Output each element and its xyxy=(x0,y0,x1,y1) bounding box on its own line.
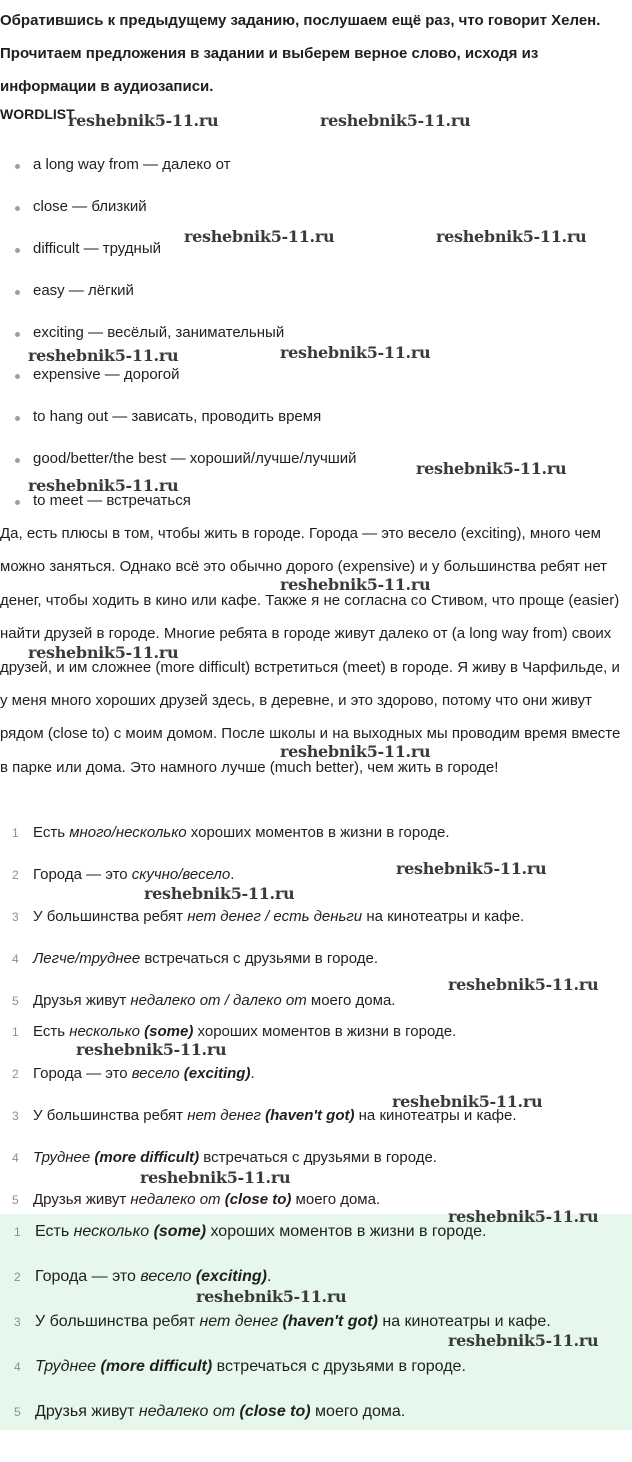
item-choice: Труднее xyxy=(35,1358,101,1375)
item-text: Есть xyxy=(33,824,70,841)
item-english: (close to) xyxy=(239,1403,311,1420)
item-english: (more difficult) xyxy=(94,1149,200,1166)
item-text: Друзья живут xyxy=(33,992,131,1009)
item-text: моего дома. xyxy=(291,1191,381,1208)
item-number: 1 xyxy=(14,1225,21,1239)
item-number: 1 xyxy=(12,826,19,840)
item-text: встречаться с друзьями в городе. xyxy=(199,1149,437,1166)
item-choice: нет денег xyxy=(199,1313,283,1330)
task-list xyxy=(0,820,620,1030)
item-number: 3 xyxy=(14,1315,21,1329)
item-text: Друзья живут xyxy=(33,1191,131,1208)
item-english: (close to) xyxy=(224,1191,292,1208)
item-text: на кинотеатры и кафе. xyxy=(362,908,525,925)
item-text: на кинотеатры и кафе. xyxy=(354,1107,517,1124)
wordlist-item: easy — лёгкий xyxy=(0,271,620,313)
watermark: reshebnik5-11.ru xyxy=(144,884,295,903)
item-choice: Труднее xyxy=(33,1149,95,1166)
item-number: 2 xyxy=(12,1067,19,1081)
item-choice: несколько xyxy=(73,1223,154,1240)
watermark: reshebnik5-11.ru xyxy=(28,643,179,662)
item-choice: весело xyxy=(131,1065,184,1082)
item-text: Города — это xyxy=(33,866,132,883)
watermark: reshebnik5-11.ru xyxy=(76,1040,227,1059)
watermark: reshebnik5-11.ru xyxy=(28,346,179,365)
item-number: 4 xyxy=(12,1151,19,1165)
intro-text: Обратившись к предыдущему заданию, послушаем ещё раз, что говорит Хелен. Прочитаем предложения в задании и выберем верное слово, исходя из информации в аудиозаписи. xyxy=(0,12,601,95)
answer-item xyxy=(0,1398,620,1443)
watermark: reshebnik5-11.ru xyxy=(280,742,431,761)
item-text: . xyxy=(266,1268,272,1285)
item-text: Друзья живут xyxy=(35,1403,139,1420)
wordlist-item: close — близкий xyxy=(0,187,620,229)
watermark: reshebnik5-11.ru xyxy=(448,1207,599,1226)
item-text: хороших моментов в жизни в городе. xyxy=(186,824,450,841)
item-choice: нет денег / есть деньги xyxy=(187,908,363,925)
watermark: reshebnik5-11.ru xyxy=(184,227,335,246)
item-text: Города — это xyxy=(35,1268,141,1285)
task-item xyxy=(0,820,620,862)
wordlist-item: to meet — встречаться xyxy=(0,481,620,523)
item-choice: недалеко от xyxy=(138,1403,240,1420)
item-text: Есть xyxy=(35,1223,74,1240)
item-english: (more difficult) xyxy=(100,1358,213,1375)
item-text: У большинства ребят xyxy=(33,908,188,925)
watermark: reshebnik5-11.ru xyxy=(280,575,431,594)
item-text: на кинотеатры и кафе. xyxy=(377,1313,551,1330)
item-english: (exciting) xyxy=(183,1065,251,1082)
watermark: reshebnik5-11.ru xyxy=(416,459,567,478)
item-choice: несколько xyxy=(69,1023,145,1040)
transcript-text: Да, есть плюсы в том, чтобы жить в городе. Города — это весело (exciting), много чем можно заняться. Однако всё это обычно дорого (expensive) и у большинства ребят нет денег, чтобы ходить в кино или кафе. Также я не согласна со Стивом, что проще (easier) найти друзей в городе. Многие ребята в городе живут далеко от (a long way from) своих друзей, и им сложнее (more difficult) встретиться (meet) в городе. Я живу в Чарфильде, и у меня много хороших друзей здесь, в деревне, и это здорово, потому что они живут рядом (close to) с моим домом. После школы и на выходных мы проводим время вместе в парке или дома. Это намного лучше (much better), чем жить в городе! xyxy=(0,525,621,776)
wordlist-item: to hang out — зависать, проводить время xyxy=(0,397,620,439)
wordlist-item: difficult — трудный xyxy=(0,229,620,271)
item-choice: много/несколько xyxy=(69,824,187,841)
item-text: хороших моментов в жизни в городе. xyxy=(206,1223,487,1240)
item-number: 1 xyxy=(12,1025,19,1039)
item-number: 5 xyxy=(12,1193,19,1207)
item-number: 5 xyxy=(14,1405,21,1419)
item-number: 3 xyxy=(12,910,19,924)
wordlist-item: good/better/the best — хороший/лучше/лучший xyxy=(0,439,620,481)
item-number: 4 xyxy=(12,952,19,966)
item-choice: скучно/весело xyxy=(131,866,231,883)
watermark: reshebnik5-11.ru xyxy=(280,343,431,362)
answer-item xyxy=(0,1145,620,1187)
item-english: (haven't got) xyxy=(282,1313,378,1330)
watermark: reshebnik5-11.ru xyxy=(392,1092,543,1111)
item-number: 2 xyxy=(14,1270,21,1284)
item-text: встречаться с друзьями в городе. xyxy=(212,1358,466,1375)
wordlist-item: a long way from — далеко от xyxy=(0,145,620,187)
watermark: reshebnik5-11.ru xyxy=(436,227,587,246)
item-choice: недалеко от xyxy=(130,1191,225,1208)
item-choice: весело xyxy=(140,1268,196,1285)
watermark: reshebnik5-11.ru xyxy=(448,1331,599,1350)
item-text: моего дома. xyxy=(306,992,396,1009)
item-text: Города — это xyxy=(33,1065,132,1082)
item-english: (haven't got) xyxy=(265,1107,355,1124)
item-choice: недалеко от / далеко от xyxy=(130,992,307,1009)
item-text: хороших моментов в жизни в городе. xyxy=(193,1023,457,1040)
item-number: 3 xyxy=(12,1109,19,1123)
item-text: . xyxy=(250,1065,255,1082)
item-text: моего дома. xyxy=(310,1403,406,1420)
item-number: 2 xyxy=(12,868,19,882)
task-item xyxy=(0,904,620,946)
watermark: reshebnik5-11.ru xyxy=(396,859,547,878)
watermark: reshebnik5-11.ru xyxy=(68,111,219,130)
item-choice: нет денег xyxy=(187,1107,266,1124)
wordlist-title: WORDLIST xyxy=(0,106,75,122)
item-text: У большинства ребят xyxy=(33,1107,188,1124)
item-text: Есть xyxy=(33,1023,70,1040)
item-english: (some) xyxy=(144,1023,194,1040)
watermark: reshebnik5-11.ru xyxy=(320,111,471,130)
watermark: reshebnik5-11.ru xyxy=(196,1287,347,1306)
wordlist-item: expensive — дорогой xyxy=(0,355,620,397)
answer-item xyxy=(0,1353,620,1398)
item-number: 4 xyxy=(14,1360,21,1374)
wordlist-item: exciting — весёлый, занимательный xyxy=(0,313,620,355)
item-text: встречаться с друзьями в городе. xyxy=(140,950,379,967)
item-text: . xyxy=(230,866,235,883)
watermark: reshebnik5-11.ru xyxy=(448,975,599,994)
watermark: reshebnik5-11.ru xyxy=(140,1168,291,1187)
item-english: (some) xyxy=(153,1223,207,1240)
watermark: reshebnik5-11.ru xyxy=(28,476,179,495)
item-english: (exciting) xyxy=(195,1268,267,1285)
item-text: У большинства ребят xyxy=(35,1313,200,1330)
item-number: 5 xyxy=(12,994,19,1008)
item-choice: Легче/труднее xyxy=(33,950,141,967)
